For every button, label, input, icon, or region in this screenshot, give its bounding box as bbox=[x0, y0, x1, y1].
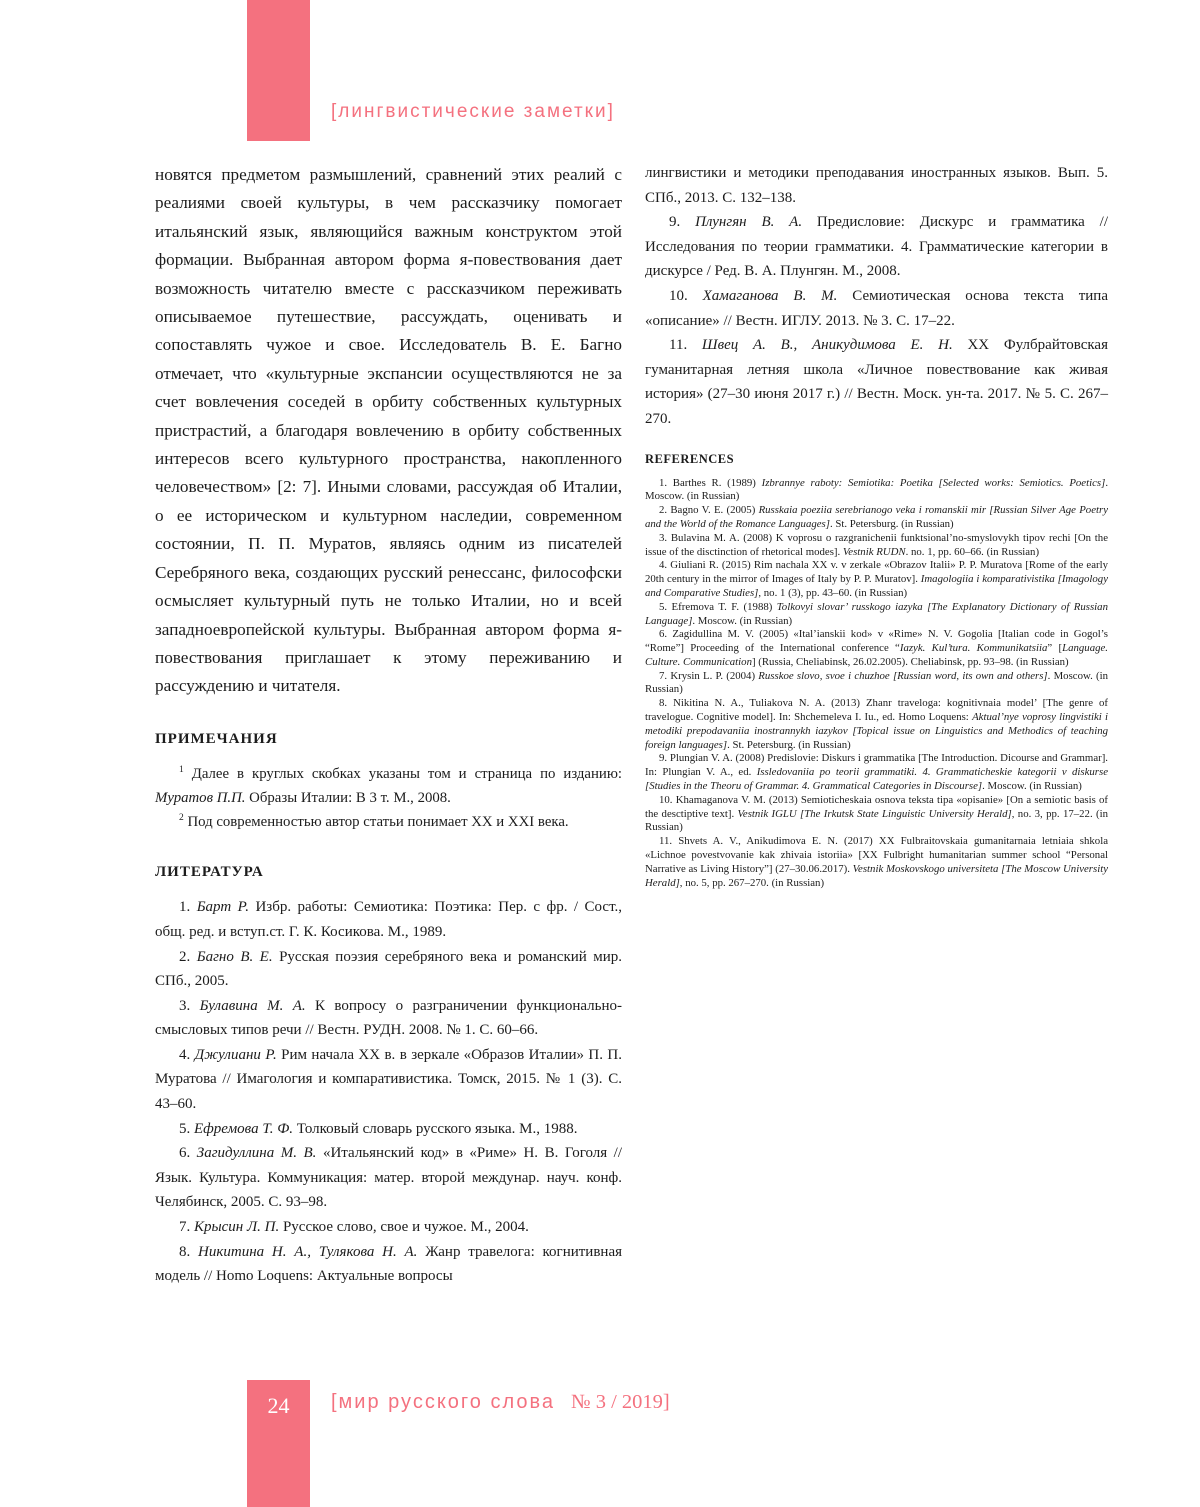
italic-text: Aktual’nye voprosy lingvistiki i metodiki prepodavaniia inostrannykh iazykov [Topical issue on Linguistics and Methodics of teaching foreign languages] bbox=[645, 711, 1108, 751]
italic-text: Vestnik RUDN bbox=[842, 545, 906, 558]
literature-item bbox=[155, 1215, 622, 1240]
literature-item bbox=[155, 1117, 622, 1142]
italic-text: Issledovaniia po teorii grammatiki. 4. Grammaticheskie kategorii v diskurse [Studies in the Theoru of Grammar. 4. Grammatical Categories in Discourse] bbox=[645, 766, 1108, 793]
italic-text: Iazyk. Kul’tura. Kommunikatsiia bbox=[899, 642, 1048, 655]
italic-text: Булавина М. А. bbox=[199, 997, 306, 1014]
italic-text: Крысин Л. П. bbox=[194, 1219, 280, 1236]
plain-text: . Moscow. (in Russian) bbox=[645, 669, 1109, 696]
plain-text: . St. Petersburg. (in Russian) bbox=[727, 738, 851, 751]
footer-issue-number: № 3 / 2019] bbox=[571, 1391, 670, 1413]
italic-text: Плунгян В. А. bbox=[695, 214, 803, 231]
literature-runover-paragraph: лингвистики и методики преподавания иностранных языков. Вып. 5. СПб., 2013. С. 132–138. bbox=[645, 165, 1108, 206]
italic-text: Муратов П.П. bbox=[155, 789, 246, 806]
reference-item bbox=[645, 477, 1108, 505]
literature-item bbox=[645, 284, 1108, 333]
literature-item bbox=[155, 1240, 622, 1289]
literature-heading: ЛИТЕРАТУРА bbox=[155, 864, 264, 881]
literature-item bbox=[155, 1141, 622, 1215]
notes-list bbox=[155, 762, 622, 835]
plain-text: 8. bbox=[179, 1243, 199, 1260]
plain-text: Избр. работы: Семиотика: Поэтика: Пер. с фр. / Сост., общ. ред. и вступ.ст. Г. К. Косикова. М., 1989. bbox=[155, 899, 622, 940]
footnote-item bbox=[155, 762, 622, 810]
plain-text: 5. bbox=[179, 1120, 194, 1137]
plain-text: 7. bbox=[179, 1219, 194, 1236]
plain-text: XX Фулбрайтовская гуманитарная летняя школа «Личное повествование как живая история» (27–30 июня 2017 г.) // Вестн. Моск. ун-та. 2017. № 5. С. 267–270. bbox=[645, 337, 1108, 427]
plain-text: Семиотическая основа текста типа «описание» // Вестн. ИГЛУ. 2013. № 3. С. 17–22. bbox=[645, 287, 1108, 329]
plain-text: 9. bbox=[669, 214, 696, 231]
section-tag: [лингвистические заметки] bbox=[331, 101, 615, 122]
italic-text: Багно В. Е. bbox=[196, 948, 273, 965]
plain-text: Русское слово, свое и чужое. М., 2004. bbox=[279, 1219, 529, 1236]
footnote-item bbox=[155, 810, 622, 834]
plain-text: 11. Shvets A. V., Anikudimova E. N. (2017) XX Fulbraitovskaia gumanitarnaia letniaia shkola «Lichnoe povestvovanie kak zhivaia istoriia» [XX Fulbright humanitarian summer school “Personal Narrative as Living History”] (27–30.06.2017). bbox=[645, 835, 1108, 875]
italic-text: Швец А. В., Аникудимова Е. Н. bbox=[701, 337, 953, 354]
italic-text: Language. Culture. Communication bbox=[645, 642, 1108, 668]
reference-item bbox=[645, 628, 1108, 669]
left-column bbox=[155, 161, 622, 1289]
notes-heading: ПРИМЕЧАНИЯ bbox=[155, 730, 278, 747]
plain-text: Под современностью автор статьи понимает XX и XXI века. bbox=[187, 814, 569, 831]
literature-item bbox=[645, 333, 1108, 431]
plain-text: 3. Bulavina M. A. (2008) K voprosu o razgranichenii funktsional’no-smyslovykh tipov rechi [On the issue of the disctinction of rhetorical modes]. bbox=[645, 531, 1108, 558]
reference-item bbox=[645, 835, 1108, 890]
footnote-marker: 2 bbox=[179, 813, 184, 824]
plain-text: Толковый словарь русского языка. М., 1988. bbox=[293, 1120, 578, 1137]
footnote-marker: 1 bbox=[179, 764, 184, 775]
plain-text: . St. Petersburg. (in Russian) bbox=[829, 517, 954, 530]
header-accent-block bbox=[247, 0, 310, 141]
reference-item bbox=[645, 504, 1108, 532]
plain-text: 2. bbox=[179, 948, 197, 965]
italic-text: Vestnik IGLU [The Irkutsk State Linguistic University Herald] bbox=[737, 807, 1012, 820]
plain-text: 11. bbox=[669, 337, 702, 354]
plain-text: 6. bbox=[179, 1145, 197, 1162]
italic-text: Хамаганова В. М. bbox=[702, 287, 838, 304]
literature-item bbox=[155, 1043, 622, 1117]
references-list bbox=[645, 477, 1108, 891]
italic-text: Imagologiia i komparativistika [Imagology and Comparative Studies] bbox=[645, 573, 1108, 599]
italic-text: Никитина Н. А., Тулякова Н. А. bbox=[198, 1243, 418, 1260]
literature-list-continued bbox=[645, 210, 1108, 431]
plain-text: Жанр травелога: когнитивная модель // Homo Loquens: Актуальные вопросы bbox=[155, 1243, 622, 1285]
plain-text: ” [ bbox=[1047, 642, 1063, 655]
reference-item bbox=[645, 532, 1108, 560]
plain-text: 8. Nikitina N. A., Tuliakova N. A. (2013) Zhanr traveloga: kognitivnaia model’ [The genre of travelogue. Cognitive model]. In: Shchemeleva I. Iu., ed. Homo Loquens: bbox=[645, 697, 1108, 724]
italic-text: Russkoe slovo, svoe i chuzhoe [Russian word, its own and others] bbox=[758, 669, 1048, 682]
reference-item bbox=[645, 752, 1108, 793]
literature-item bbox=[155, 994, 622, 1043]
plain-text: Далее в круглых скобках указаны том и страница по изданию: bbox=[191, 765, 622, 782]
plain-text: 4. bbox=[179, 1046, 195, 1063]
literature-item bbox=[645, 210, 1108, 284]
reference-item bbox=[645, 670, 1108, 698]
plain-text: , no. 1 (3), pp. 43–60. (in Russian) bbox=[758, 586, 908, 599]
plain-text: . Moscow. (in Russian) bbox=[692, 614, 793, 627]
plain-text: К вопросу о разграничении функционально-смысловых типов речи // Вестн. РУДН. 2008. № 1. С. 60–66. bbox=[155, 997, 622, 1039]
reference-item bbox=[645, 794, 1108, 835]
plain-text: ] (Russia, Cheliabinsk, 26.02.2005). Cheliabinsk, pp. 93–98. (in Russian) bbox=[751, 655, 1069, 668]
plain-text: «Итальянский код» в «Риме» Н. В. Гоголя // Язык. Культура. Коммуникация: матер. второй междунар. науч. конф. Челябинск, 2005. С. 93–98. bbox=[155, 1145, 623, 1211]
literature-item bbox=[155, 895, 622, 944]
plain-text: Русская поэзия серебряного века и романский мир. СПб., 2005. bbox=[155, 948, 623, 990]
plain-text: 1. Barthes R. (1989) bbox=[659, 476, 762, 489]
article-body-paragraph: новятся предметом размышлений, сравнений этих реалий с реалиями своей культуры, в чем рассказчику помогает итальянский язык, являющийся важным конструктом этой формации. Выбранная автором форма я-повествования дает возможность читателю вместе с рассказчиком переживать описываемое путешествие, рассуждать, оценивать и сопоставлять чужое и свое. Исследователь В. Е. Багно отмечает, что «культурные экспансии осуществляются не за счет вовлечения соседей в орбиту собственных культурных пристрастий, а благодаря вовлечению в орбиту собственных интересов всего культурного пространства, накопленного человечеством» [2: 7]. Иными словами, рассуждая об Италии, о ее историческом и культурном наследии, современном состоянии, П. П. Муратов, являясь одним из писателей Серебряного века, создающих русский ренессанс, философски осмысляет культурный путь не только Италии, но и всей западноевропейской культуры. Выбранная автором форма я-повествования приглашает к этому переживанию и рассуждению и читателя. bbox=[155, 165, 622, 696]
plain-text: 10. bbox=[669, 287, 703, 304]
plain-text: 2. Bagno V. E. (2005) bbox=[659, 504, 759, 517]
content-columns bbox=[155, 161, 1108, 1289]
plain-text: 10. Khamaganova V. M. (2013) Semioticheskaia osnova teksta tipa «opisanie» [On a semiotic basis of the desctiptive text]. bbox=[645, 793, 1108, 820]
italic-text: Tolkovyi slovar’ russkogo iazyka [The Explanatory Dictionary of Russian Language] bbox=[645, 600, 1108, 627]
italic-text: Загидуллина М. В. bbox=[196, 1145, 317, 1162]
plain-text: Предисловие: Дискурс и грамматика // Исследования по теории грамматики. 4. Грамматические категории в дискурсе / Ред. В. А. Плунгян. М., 2008. bbox=[645, 214, 1108, 280]
italic-text: Russkaia poeziia serebrianogo veka i romanskii mir [Russian Silver Age Poetry and the World of the Romance Languages] bbox=[645, 504, 1108, 530]
plain-text: Образы Италии: В 3 т. М., 2008. bbox=[245, 789, 451, 806]
reference-item bbox=[645, 559, 1108, 600]
plain-text: 9. Plungian V. A. (2008) Predislovie: Diskurs i grammatika [The Introduction. Dicourse and Grammar]. In: Plungian V. A., ed. bbox=[645, 752, 1108, 779]
plain-text: 7. Krysin L. P. (2004) bbox=[659, 669, 759, 682]
reference-item bbox=[645, 697, 1108, 752]
italic-text: Джулиани Р. bbox=[194, 1046, 277, 1063]
footer-journal-tag bbox=[331, 1391, 670, 1414]
plain-text: . Moscow. (in Russian) bbox=[982, 780, 1082, 793]
plain-text: Рим начала XX в. в зеркале «Образов Италии» П. П. Муратова // Имагология и компаративистика. Томск, 2015. № 1 (3). С. 43–60. bbox=[155, 1046, 623, 1113]
footer-journal-title: [мир русского слова bbox=[331, 1391, 556, 1413]
plain-text: , no. 3, pp. 17–22. (in Russian) bbox=[645, 807, 1108, 834]
italic-text: Ефремова Т. Ф. bbox=[194, 1120, 294, 1137]
italic-text: Izbrannye raboty: Semiotika: Poetika [Selected works: Semiotics. Poetics] bbox=[761, 476, 1106, 489]
plain-text: 3. bbox=[179, 997, 200, 1014]
plain-text: 4. Giuliani R. (2015) Rim nachala XX v. v zerkale «Obrazov Italii» P. P. Muratova [Rome of the early 20th century in the mirror of Images of Italy by P. P. Muratov]. bbox=[645, 559, 1108, 586]
plain-text: , no. 5, pp. 267–270. (in Russian) bbox=[679, 876, 825, 889]
page-number: 24 bbox=[267, 1393, 290, 1418]
references-heading: REFERENCES bbox=[645, 451, 735, 466]
literature-list bbox=[155, 895, 622, 1289]
italic-text: Барт Р. bbox=[196, 899, 250, 916]
plain-text: . no. 1, pp. 60–66. (in Russian) bbox=[905, 545, 1040, 558]
plain-text: . Moscow. (in Russian) bbox=[645, 476, 1109, 503]
plain-text: 1. bbox=[179, 899, 197, 916]
literature-item bbox=[155, 945, 622, 994]
reference-item bbox=[645, 601, 1108, 629]
italic-text: Vestnik Moskovskogo universiteta [The Moscow University Herald] bbox=[645, 862, 1108, 889]
plain-text: 5. Efremova T. F. (1988) bbox=[659, 600, 777, 613]
right-column bbox=[645, 161, 1108, 1289]
plain-text: 6. Zagidullina M. V. (2005) «Ital’ianskii kod» v «Rime» N. V. Gogolia [Italian code in Gogol’s “Rome”] Proceeding of the International conference “ bbox=[645, 628, 1108, 655]
